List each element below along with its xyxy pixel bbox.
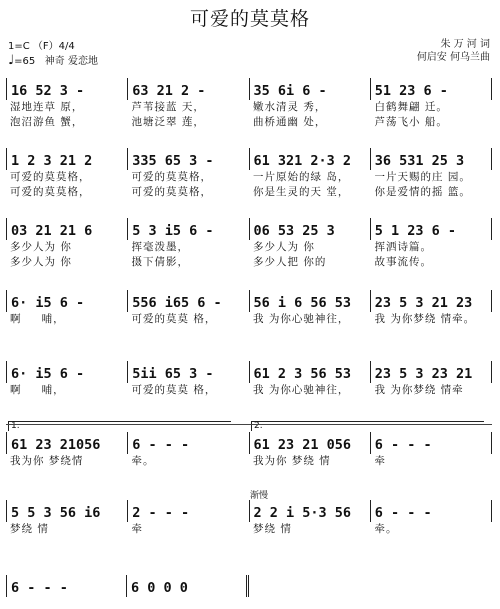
lyric-cell: 我 为你心驰神往， [253, 384, 350, 396]
score-system [6, 575, 249, 597]
lyric-cell: 多少人把 你的 [253, 256, 327, 268]
notes-row [6, 421, 492, 454]
lyric-cell: 我 为你梦绕 情牵 [374, 384, 464, 396]
lyric-line [6, 522, 492, 537]
measure: 1 2 3 21 2 [6, 148, 128, 170]
measure: 556 i65 6 - [128, 290, 249, 312]
lyric-cell: 可爱的莫莫格， [131, 171, 212, 183]
measure: 6 - - - [128, 432, 249, 454]
lyric-line [6, 255, 492, 270]
measure: 16 52 3 - [6, 78, 128, 100]
measure: 6 0 0 0 [127, 575, 249, 597]
lyric-cell: 可爱的莫莫 格， [131, 384, 217, 396]
measure: 2 2 i 5·3 56 [250, 500, 371, 522]
lyric-line [6, 312, 492, 327]
measure: 61 23 21 056 [250, 432, 371, 454]
key-signature: 1=C （F）4/4 [8, 41, 75, 52]
measure: 56 i 6 56 53 [250, 290, 371, 312]
measure: 5 1 23 6 - [371, 218, 492, 240]
volta-second-ending: 2. [251, 421, 484, 431]
lyric-cell: 故事流传。 [374, 256, 432, 268]
lyric-cell: 泡沼游鱼 蟹， [10, 116, 84, 128]
measure: 6 - - - [371, 500, 492, 522]
measure: 6· i5 6 - [6, 361, 128, 383]
notes-row [6, 78, 492, 100]
lyric-cell: 多少人为 你 [253, 241, 315, 253]
lyric-cell: 一片原始的绿 岛， [253, 171, 350, 183]
measure: 335 65 3 - [128, 148, 249, 170]
measure: 61 321 2·3 2 [250, 148, 371, 170]
score-system [6, 361, 492, 398]
measure: 2 - - - [128, 500, 249, 522]
lyric-cell: 我为你 梦绕 情 [253, 455, 331, 467]
lyric-cell: 梦绕 情 [253, 523, 292, 535]
lyric-cell: 我为你 梦绕情 [10, 455, 84, 467]
score-system [6, 148, 492, 200]
lyric-cell: 湿地连草 原， [10, 101, 84, 113]
lyric-cell: 我 为你梦绕 情牵。 [374, 313, 476, 325]
lyric-cell: 池塘泛翠 莲， [131, 116, 205, 128]
lyric-cell: 可爱的莫莫格， [131, 186, 212, 198]
measure: 5 3 i5 6 - [128, 218, 249, 240]
lyric-cell: 你是爱情的摇 篮。 [374, 186, 471, 198]
lyricist: 朱 万 河 词 [440, 39, 490, 50]
notes-row [6, 148, 492, 170]
lyric-cell: 梦绕 情 [10, 523, 49, 535]
measure: 6· i5 6 - [6, 290, 128, 312]
measure: 5ii 65 3 - [128, 361, 249, 383]
lyric-cell: 可爱的莫莫 格， [131, 313, 217, 325]
lyric-cell: 芦苇接蓝 天， [131, 101, 205, 113]
section-divider [6, 424, 492, 425]
lyric-line [6, 454, 492, 469]
tempo-value: =65 [14, 56, 36, 67]
ritardando-mark: 渐慢 [250, 491, 269, 501]
lyric-cell: 嫩水清灵 秀， [253, 101, 327, 113]
lyric-line [6, 240, 492, 255]
volta-first-ending: 1. [8, 421, 231, 431]
lyric-cell: 多少人为 你 [10, 256, 72, 268]
lyric-line [6, 170, 492, 185]
lyric-cell: 一片天赐的庄 园。 [374, 171, 471, 183]
credits [417, 38, 490, 64]
score-system [6, 290, 492, 327]
lyric-cell: 白鹤舞翩 迁。 [374, 101, 448, 113]
measure: 63 21 2 - [128, 78, 249, 100]
measure: 51 23 6 - [371, 78, 492, 100]
measure: 03 21 21 6 [6, 218, 128, 240]
score-system [6, 491, 492, 537]
lyric-cell: 挥洒诗篇。 [374, 241, 432, 253]
lyric-cell: 你是生灵的天 堂， [253, 186, 350, 198]
lyric-cell: 牵 [374, 455, 386, 467]
lyric-cell: 牵。 [131, 455, 155, 467]
measure: 5 5 3 56 i6 [6, 500, 128, 522]
lyric-cell: 挥毫泼墨， [131, 241, 189, 253]
lyric-cell: 芦荡飞小 船。 [374, 116, 448, 128]
song-title: 可爱的莫莫格 [189, 8, 310, 30]
lyric-cell: 多少人为 你 [10, 241, 72, 253]
measure: 35 6i 6 - [250, 78, 371, 100]
score-system [6, 421, 492, 469]
notes-row [6, 218, 492, 240]
measure: 23 5 3 23 21 [371, 361, 492, 383]
lyric-line [6, 383, 492, 398]
lyric-line [6, 185, 492, 200]
measure: 6 - - - [371, 432, 492, 454]
lyric-cell: 啊 哺， [10, 313, 65, 325]
score-system [6, 78, 492, 130]
measure: 61 2 3 56 53 [250, 361, 371, 383]
tempo-line [8, 54, 98, 68]
notes-row [6, 290, 492, 312]
lyric-cell: 曲桥通幽 处， [253, 116, 327, 128]
lyric-cell: 我 为你心驰神往， [253, 313, 350, 325]
lyric-cell: 啊 哺， [10, 384, 65, 396]
composer: 何启安 何乌兰曲 [416, 52, 490, 63]
lyric-line [6, 115, 492, 130]
style-mark: 神奇 爱恋地 [44, 56, 98, 67]
lyric-cell: 牵 [131, 523, 143, 535]
quarter-note-icon: ♩ [8, 53, 15, 68]
lyric-cell: 可爱的莫莫格， [10, 171, 91, 183]
measure: 36 531 25 3 [371, 148, 492, 170]
score-system [6, 218, 492, 270]
notes-row [6, 491, 492, 522]
measure: 61 23 21056 [6, 432, 128, 454]
lyric-cell: 牵。 [374, 523, 398, 535]
measure: 23 5 3 21 23 [371, 290, 492, 312]
lyric-line [6, 100, 492, 115]
measure: 06 53 25 3 [250, 218, 371, 240]
notes-row [6, 361, 492, 383]
notes-row [6, 575, 249, 597]
measure: 6 - - - [6, 575, 127, 597]
lyric-cell: 可爱的莫莫格， [10, 186, 91, 198]
lyric-cell: 摄下倩影， [131, 256, 189, 268]
